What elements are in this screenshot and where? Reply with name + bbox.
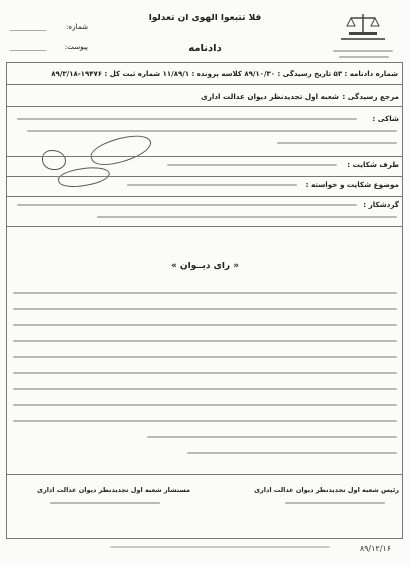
plaintiff-text-line [17, 118, 357, 120]
process-text-line [17, 204, 357, 206]
decision-text-line [13, 404, 397, 406]
plaintiff-text-line [277, 142, 397, 144]
handwritten-date: ۸۹/۱۲/۱۶ [359, 544, 391, 553]
decision-text-line [13, 308, 397, 310]
frame-bottom-line [6, 538, 403, 539]
issuer-text [339, 56, 389, 58]
decision-heading: « رأی دیــوان » [170, 262, 240, 271]
defendant-label: طرف شکایت : [347, 160, 399, 169]
process-label: گردشکار : [363, 200, 399, 209]
decision-text-line [147, 436, 397, 438]
frame-top-line [6, 62, 403, 63]
plaintiff-text-line [27, 130, 397, 132]
plaintiff-divider [6, 156, 403, 157]
defendant-divider [6, 176, 403, 177]
process-text-line [97, 216, 397, 218]
subject-text [127, 184, 297, 186]
number-label: شماره: [65, 22, 88, 31]
issuer-text [333, 50, 393, 52]
handwritten-signature [57, 164, 111, 191]
subject-divider [6, 196, 403, 197]
decision-text-line [13, 340, 397, 342]
plaintiff-label: شاکی : [372, 114, 399, 123]
frame-left-line [6, 62, 7, 538]
attachment-line [10, 50, 46, 51]
meta-divider [6, 84, 403, 85]
decision-text-line [13, 324, 397, 326]
authority-divider [6, 106, 403, 107]
signature-divider [6, 474, 403, 475]
handwritten-signature [88, 129, 154, 171]
document-title: دادنامه [188, 44, 222, 53]
number-line [10, 30, 46, 31]
footer-address [110, 546, 330, 548]
decision-text-line [13, 372, 397, 374]
decision-text-line [187, 452, 397, 454]
decision-text-line [13, 292, 397, 294]
authority-value: شعبه اول تجدیدنظر دیوان عدالت اداری [201, 92, 339, 101]
emblem-icon [337, 10, 389, 46]
signature-left-name [50, 502, 160, 504]
defendant-text [167, 164, 337, 166]
frame-right-line [402, 62, 403, 538]
case-meta-row: شماره دادنامه : ۵۳ تاریخ رسیدگی : ۸۹/۱۰/۳۰ کلاسه پرونده : ۱۱/۸۹/۱ شماره ثبت کل : ۱۹۴۷۶-۸۹/۳/۱۸ [51, 70, 398, 78]
authority-label: مرجع رسیدگی : [342, 92, 399, 101]
handwritten-note [42, 150, 66, 170]
decision-text-line [13, 356, 397, 358]
process-divider [6, 226, 403, 227]
signature-right-name [285, 502, 385, 504]
header-verse: فلا تتبعوا الهوی أن تعدلوا [148, 14, 262, 23]
signature-left-title: مستشار شعبه اول تجدیدنظر دیوان عدالت اداری [37, 486, 190, 494]
attachment-label: پیوست: [64, 42, 88, 51]
signature-right-title: رئیس شعبه اول تجدیدنظر دیوان عدالت اداری [254, 486, 399, 494]
decision-text-line [13, 420, 397, 422]
subject-label: موضوع شکایت و خواسته : [305, 180, 399, 189]
decision-text-line [13, 388, 397, 390]
